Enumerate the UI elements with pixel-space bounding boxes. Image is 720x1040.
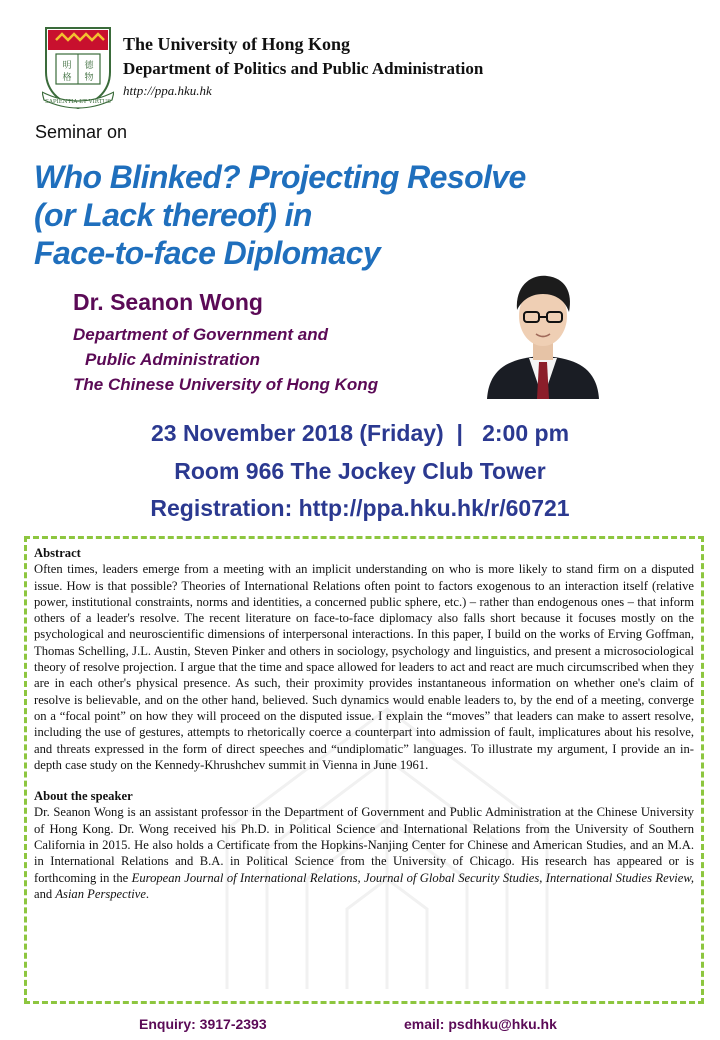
about-and: and: [34, 886, 56, 901]
department-name: Department of Politics and Public Administration: [123, 59, 484, 78]
about-journals: European Journal of International Relations, Journal of Global Security Studies, International Studies Review,: [131, 870, 695, 885]
seminar-label: Seminar on: [35, 122, 128, 142]
title-line: Face-to-face Diplomacy: [34, 235, 381, 271]
speaker-photo: [481, 262, 605, 399]
abstract-heading: Abstract: [34, 546, 81, 560]
seminar-title: [34, 158, 634, 272]
enquiry-email[interactable]: email: psdhku@hku.hk: [404, 1016, 557, 1032]
event-datetime: 23 November 2018 (Friday) | 2:00 pm: [150, 420, 570, 446]
title-line: (or Lack thereof) in: [34, 197, 312, 233]
speaker-affiliation: [73, 322, 378, 397]
about-body: Dr. Seanon Wong is an assistant professor in the Department of Government and Public Administration at the Chinese University of Hong Kong. Dr. Wong received his Ph.D. in Political Science and International Relations from the University of Southern California in 2015. He also holds a Certificate from the Hopkins-Nanjing Center for Chinese and American Studies, and an M.A. in International Relations and B.A. in Political Science from the University of Chicago. His research has appeared or is forthcoming in the: [34, 805, 694, 885]
affiliation-line: Department of Government and: [73, 325, 329, 344]
department-url[interactable]: http://ppa.hku.hk: [123, 83, 212, 98]
svg-text:物: 物: [84, 73, 94, 83]
event-venue: Room 966 The Jockey Club Tower: [174, 458, 546, 484]
abstract-content: [34, 545, 694, 902]
svg-text:明: 明: [62, 61, 72, 71]
about-heading: About the speaker: [34, 789, 133, 804]
about-end: .: [145, 886, 150, 901]
abstract-text: Often times, leaders emerge from a meeting with an implicit understanding on who is more likely to stand firm on a disputed issue. How is that possible? Theories of International Relations often point to factors exogenous to an interaction itself (relative power, institutional constraints, norms and identities, a concerned public sphere, etc.) – rather than endogenous ones – that inform others of a leader's resolve. The recent literature on face-to-face diplomacy also falls short because it focuses mostly on the psychological and neuroscientific dimensions of interpersonal interactions. In this paper, I build on the works of Erving Goffman, Thomas Schelling, J.L. Austin, Steven Pinker and others in sociology, psychology and linguistics, and present a microsociological theory of resolve projection. I argue that the time and space allowed for leaders to act and react are much circumscribed when they are in each other's physical presence. As such, their proximity provides instantaneous information on whether one's claim of resolve is believable, and on the other hand, believed. Such dynamics would enable leaders to, by the end of a meeting, converge on a “focal point” on how they will proceed on the disputed issue. I explain the “moves” that leaders can make to assert resolve, including the use of gestures, attempts to rhetorically coerce a counterpart into admission of fault, implicatures about his resolve, and threats expressed in the form of direct speeches and “undiplomatic” languages. To illustrate my argument, I provide an in-depth case study on the Kennedy-Khrushchev summit in Vienna in June 1961.: [34, 562, 694, 772]
title-line: Who Blinked? Projecting Resolve: [34, 159, 526, 195]
enquiry-phone: Enquiry: 3917-2393: [139, 1016, 267, 1032]
affiliation-line: Public Administration: [85, 350, 261, 369]
affiliation-line: The Chinese University of Hong Kong: [73, 375, 379, 394]
svg-text:格: 格: [62, 73, 72, 83]
svg-text:德: 德: [84, 61, 94, 71]
university-crest-logo: [42, 26, 114, 110]
crest-motto: SAPIENTIA ET VIRTUS: [45, 99, 111, 105]
abstract-box: [24, 536, 704, 1004]
about-text: [34, 804, 694, 902]
event-registration[interactable]: Registration: http://ppa.hku.hk/r/60721: [150, 495, 570, 521]
university-name: The University of Hong Kong: [123, 34, 351, 54]
about-last-journal: Asian Perspective: [55, 886, 146, 901]
speaker-name: Dr. Seanon Wong: [73, 289, 263, 315]
